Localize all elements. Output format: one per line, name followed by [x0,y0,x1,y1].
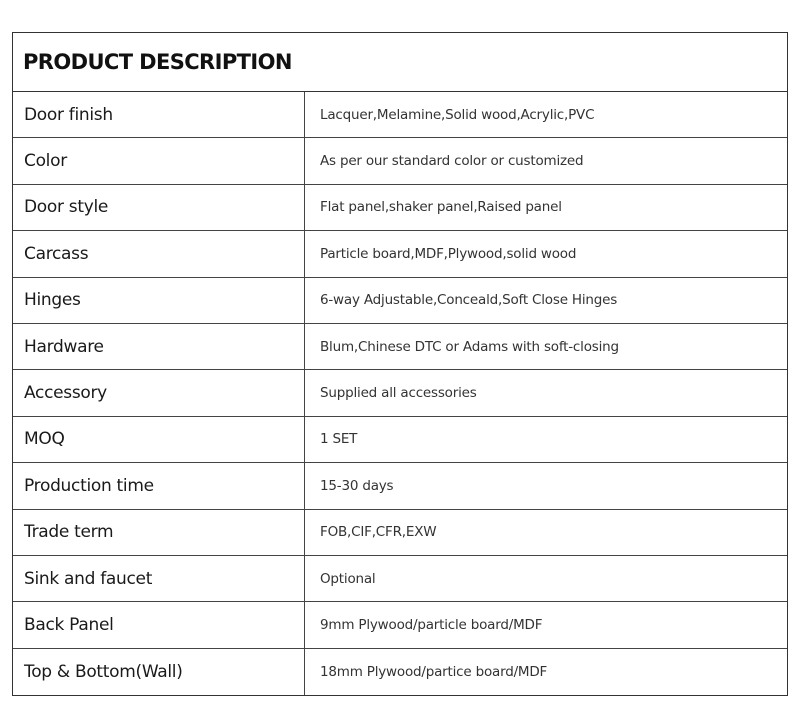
row-label: Door style [13,185,305,230]
row-value: Flat panel,shaker panel,Raised panel [320,199,562,216]
row-value: Optional [320,570,376,587]
row-value: FOB,CIF,CFR,EXW [320,524,437,541]
table-row [13,463,787,509]
row-label: Door finish [13,92,305,137]
row-value: 18mm Plywood/partice board/MDF [320,663,548,680]
table-row [13,185,787,231]
row-value: 15-30 days [320,477,394,494]
row-value: Supplied all accessories [320,385,477,402]
row-value: As per our standard color or customized [320,153,584,170]
row-label: Back Panel [13,602,305,647]
product-description-table [12,32,788,696]
row-label: Top & Bottom(Wall) [13,649,305,695]
table-title: PRODUCT DESCRIPTION [23,50,292,74]
row-label: Hardware [13,324,305,369]
table-row [13,602,787,648]
row-label: Sink and faucet [13,556,305,601]
row-label: Hinges [13,278,305,323]
table-row [13,138,787,184]
row-value: Particle board,MDF,Plywood,solid wood [320,245,577,262]
row-label: Accessory [13,370,305,415]
row-value: Lacquer,Melamine,Solid wood,Acrylic,PVC [320,106,595,123]
row-value: 9mm Plywood/particle board/MDF [320,616,543,633]
table-row [13,417,787,463]
row-label: Carcass [13,231,305,276]
row-value: 6-way Adjustable,Conceald,Soft Close Hinges [320,292,618,309]
row-label: Trade term [13,510,305,555]
table-row [13,510,787,556]
table-row [13,278,787,324]
table-row [13,556,787,602]
table-row [13,649,787,695]
row-value: 1 SET [320,431,358,448]
table-header [13,33,787,92]
row-label: Color [13,138,305,183]
table-row [13,370,787,416]
table-row [13,92,787,138]
row-label: Production time [13,463,305,508]
row-label: MOQ [13,417,305,462]
row-value: Blum,Chinese DTC or Adams with soft-closing [320,338,619,355]
table-row [13,231,787,277]
table-row [13,324,787,370]
